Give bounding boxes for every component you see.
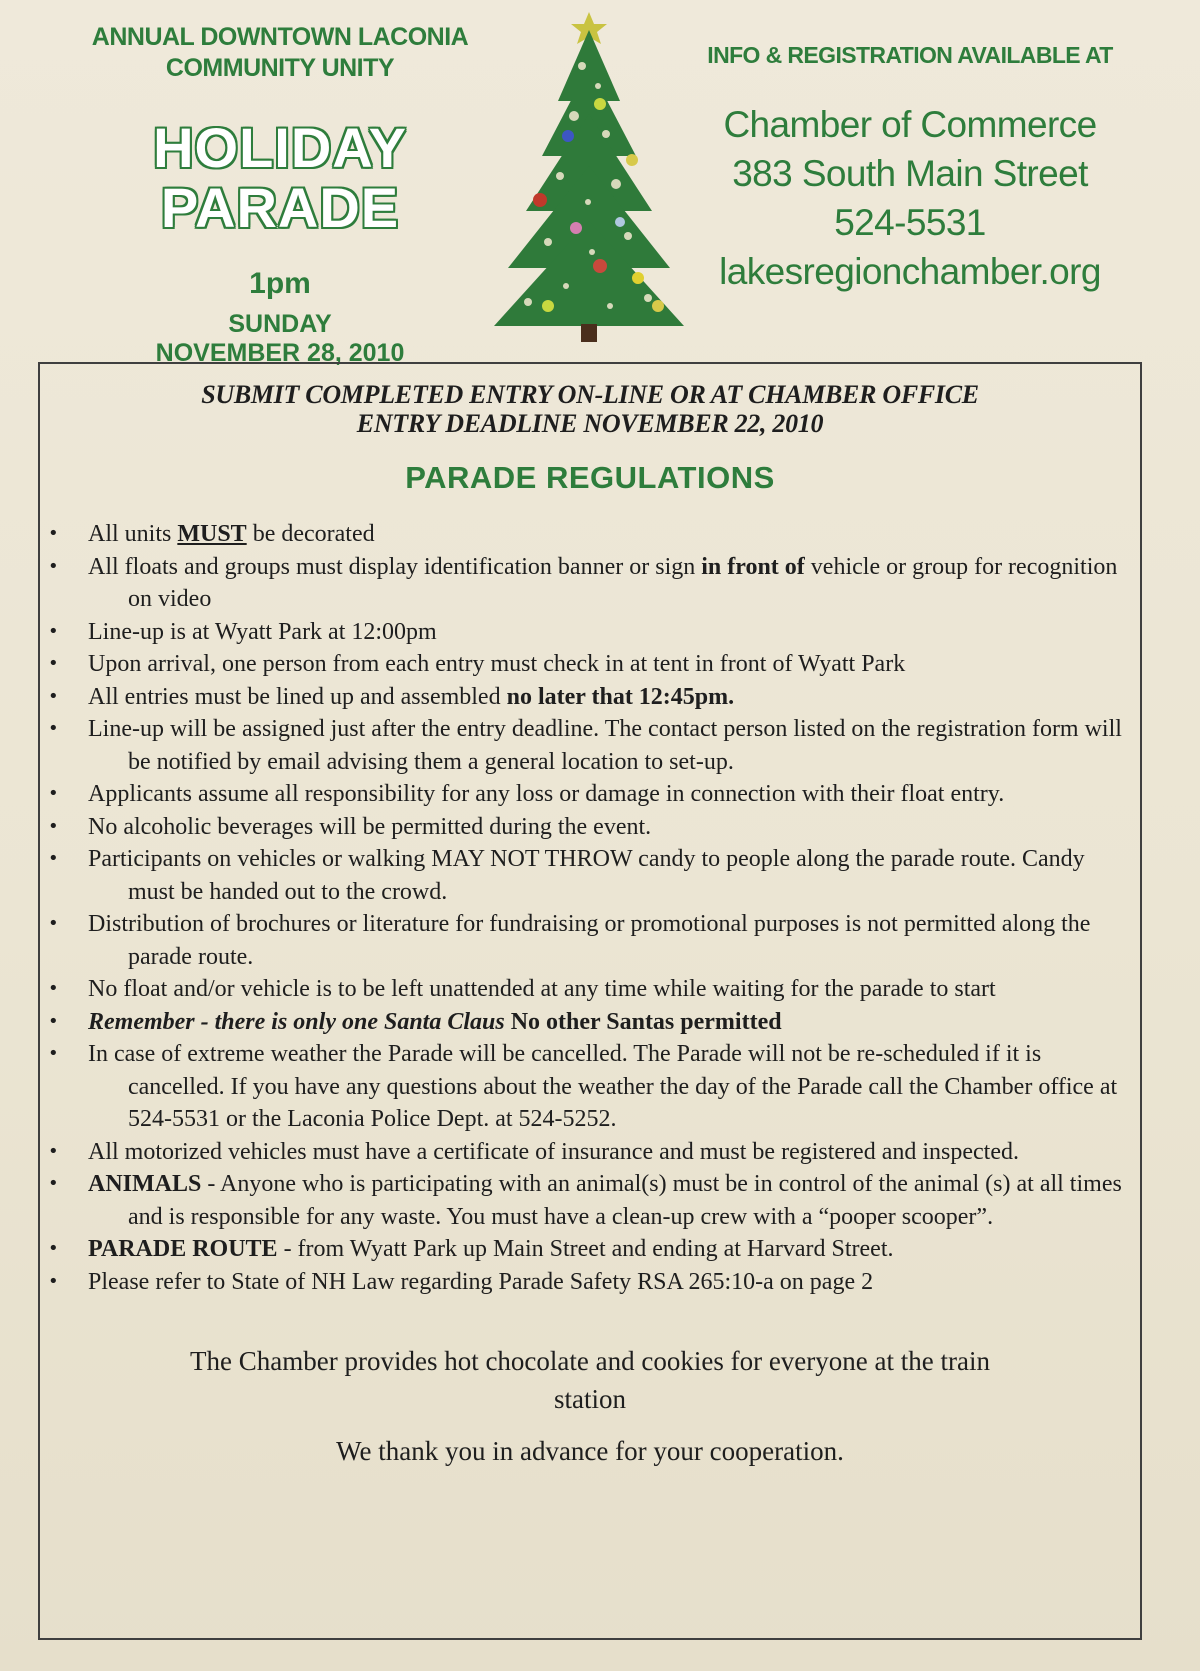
regulation-item [40,518,1122,551]
event-day: SUNDAY [228,310,332,338]
event-header [30,22,530,368]
regulation-text: All entries must be lined up and assembled [88,683,507,710]
registration-info [660,40,1160,296]
event-line-1: ANNUAL DOWNTOWN LACONIA [91,23,469,51]
info-label: INFO & REGISTRATION AVAILABLE AT [707,42,1113,68]
regulation-item [40,1006,1122,1039]
regulations-list [40,518,1140,1298]
regulation-text: No other Santas permitted [510,1008,782,1035]
regulation-item [40,1136,1122,1169]
regulation-item [40,648,1122,681]
regulation-text: no later that 12:45pm. [506,683,735,710]
regulation-item [40,1266,1122,1299]
bullet-icon: • [48,1270,59,1292]
regulation-text: be decorated [246,521,375,547]
regulation-text: Applicants assume all responsibility for any loss or damage in connection with their float entry. [88,781,1005,807]
phone-number: 524-5531 [834,202,986,243]
regulation-item [40,973,1122,1006]
regulation-text: Please refer to State of NH Law regarding Parade Safety RSA 265:10-a on page 2 [88,1268,874,1295]
regulation-text: - from Wyatt Park up Main Street and ending at Harvard Street. [277,1236,894,1262]
regulation-item [40,843,1122,908]
regulation-text: Line-up will be assigned just after the entry deadline. The contact person listed on the registration form will be notified by email advising them a general location to set-up. [88,716,1122,775]
thank-you-note: We thank you in advance for your cooperation. [336,1436,844,1466]
bullet-icon: • [48,913,59,934]
organization-name: Chamber of Commerce [723,104,1097,145]
regulations-box [38,362,1142,1640]
bullet-icon: • [48,653,59,674]
regulation-text: In case of extreme weather the Parade will be cancelled. The Parade will not be re-scheduled if it is cancelled. If you have any questions about the weather the day of the Parade call the Chamber office at 524-5531 or the Laconia Police Dept. at 524-5252. [88,1041,1118,1132]
regulation-text: No alcoholic beverages will be permitted during the event. [88,813,652,840]
bullet-icon: • [48,783,59,804]
regulation-item [40,811,1122,844]
regulation-text: vehicle or group for recognition on video [128,553,1118,612]
regulation-text: in front of [701,553,805,580]
regulation-item [40,1168,1122,1233]
submission-notice [40,380,1140,438]
bullet-icon: • [48,848,59,869]
bullet-icon: • [48,815,59,837]
regulation-text: Remember - there is only one Santa Claus [88,1008,505,1035]
submission-line-2: ENTRY DEADLINE NOVEMBER 22, 2010 [356,409,824,438]
bullet-icon: • [48,1140,59,1162]
regulation-item [40,1038,1122,1136]
regulation-item [40,551,1122,616]
regulation-text: Line-up is at Wyatt Park at 12:00pm [88,618,437,645]
submission-line-1: SUBMIT COMPLETED ENTRY ON-LINE OR AT CHAMBER OFFICE [201,380,979,409]
regulation-item [40,681,1122,714]
regulation-text: All units [88,521,178,547]
bullet-icon: • [48,1043,59,1064]
event-date: NOVEMBER 28, 2010 [155,339,405,367]
bullet-icon: • [48,1173,59,1194]
website: lakesregionchamber.org [719,251,1101,292]
regulation-item [40,908,1122,973]
regulation-item [40,1233,1122,1266]
bullet-icon: • [48,1010,59,1032]
regulation-text: - Anyone who is participating with an animal(s) must be in control of the animal (s) at all times and is responsible for any waste. You must have a clean-up crew with a “pooper scooper”. [128,1171,1122,1230]
regulation-item [40,616,1122,649]
regulation-item [40,778,1122,811]
regulation-text: MUST [177,521,247,547]
regulation-text: No float and/or vehicle is to be left unattended at any time while waiting for the parade to start [88,976,996,1002]
regulation-text: Distribution of brochures or literature for fundraising or promotional purposes is not permitted along the parade route. [88,911,1091,970]
regulation-text: ANIMALS [88,1171,202,1197]
regulation-text: Upon arrival, one person from each entry must check in at tent in front of Wyatt Park [88,651,906,677]
regulation-text: Participants on vehicles or walking MAY NOT THROW candy to people along the parade route. Candy must be handed out to the crowd. [88,846,1085,905]
regulations-title: PARADE REGULATIONS [405,460,775,495]
street-address: 383 South Main Street [732,153,1088,194]
closing-note: The Chamber provides hot chocolate and cookies for everyone at the train station [190,1346,990,1414]
event-title: HOLIDAY PARADE [153,116,407,239]
bullet-icon: • [48,685,59,707]
bullet-icon: • [48,1238,59,1259]
event-line-2: COMMUNITY UNITY [165,54,395,82]
regulation-text: All floats and groups must display identification banner or sign [88,553,702,580]
regulation-text: PARADE ROUTE [88,1236,278,1262]
regulation-text: All motorized vehicles must have a certificate of insurance and must be registered and inspected. [88,1138,1019,1165]
bullet-icon: • [48,718,59,739]
regulation-item [40,713,1122,778]
bullet-icon: • [48,620,59,642]
bullet-icon: • [48,555,59,577]
event-time: 1pm [249,267,311,300]
bullet-icon: • [48,523,59,544]
bullet-icon: • [48,978,59,999]
